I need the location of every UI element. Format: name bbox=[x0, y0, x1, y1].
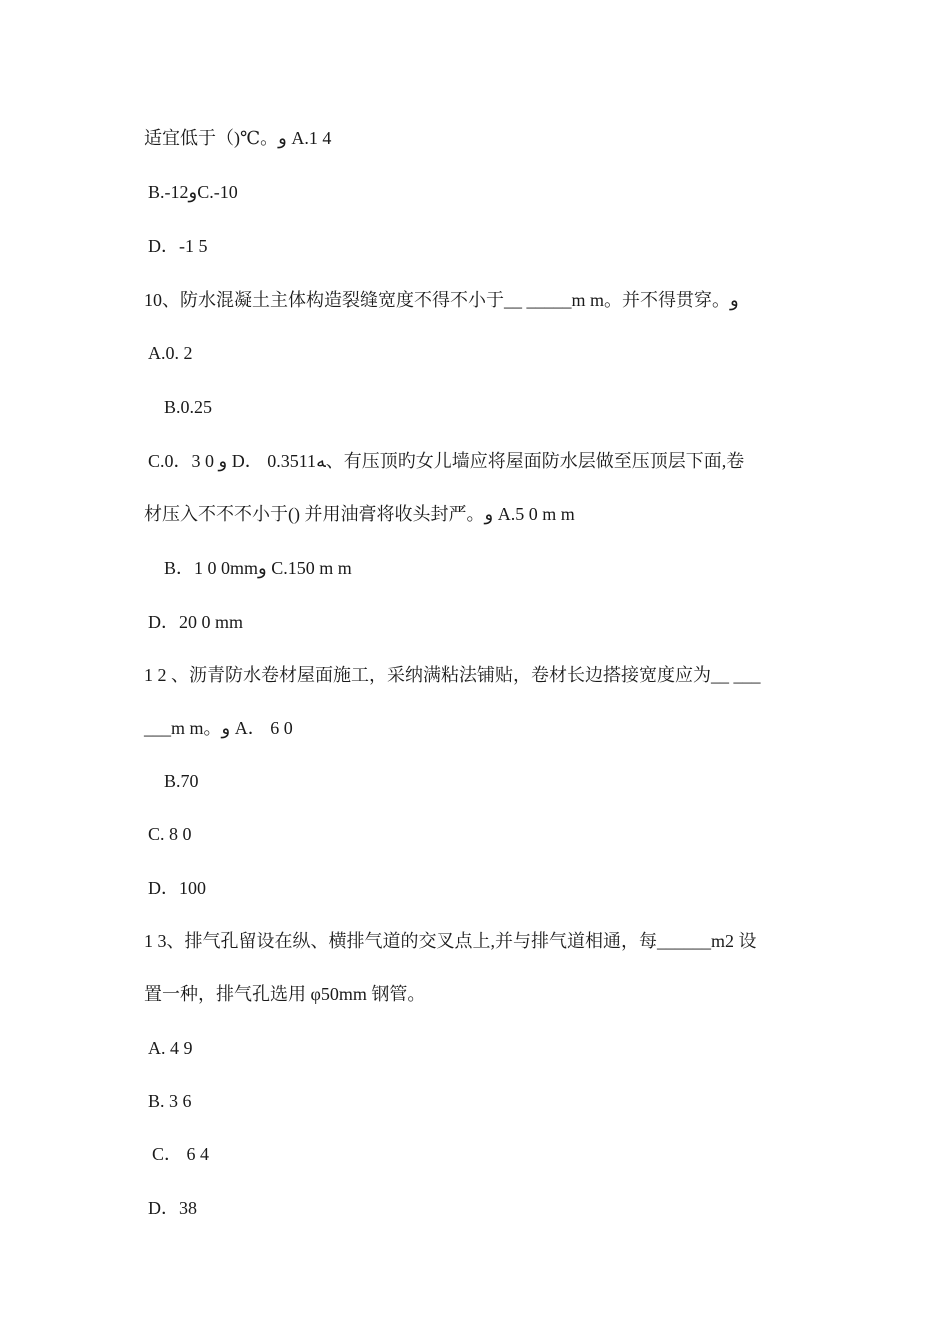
text-line: 材压入不不不小于() 并用油膏将收头封严。و A.5 0 m m bbox=[144, 504, 575, 524]
text-line: 1 3、排气孔留设在纵、横排气道的交叉点上,并与排气道相通，每______m2 设 bbox=[144, 931, 757, 951]
text-line: B.70 bbox=[164, 771, 199, 791]
text-line: 1 2 、沥青防水卷材屋面施工，采纳满粘法铺贴，卷材长边搭接宽度应为__ ___ bbox=[144, 665, 761, 685]
text-line: B．1 0 0mmو C.150 m m bbox=[164, 558, 352, 578]
text-line: 10、防水混凝土主体构造裂缝宽度不得不小于__ _____m m。并不得贯穿。و bbox=[144, 290, 739, 310]
text-line: D．38 bbox=[148, 1198, 197, 1218]
text-line: C. 8 0 bbox=[148, 824, 192, 844]
text-line: C． 6 4 bbox=[152, 1144, 210, 1164]
text-line: A.0. 2 bbox=[148, 343, 193, 363]
text-line: 适宜低于（)℃。و A.1 4 bbox=[144, 128, 332, 148]
text-line: B. 3 6 bbox=[148, 1091, 192, 1111]
text-line: A. 4 9 bbox=[148, 1038, 193, 1058]
text-line: ___m m。و A． 6 0 bbox=[144, 718, 293, 738]
text-line: B.0.25 bbox=[164, 397, 213, 417]
text-line: D．20 0 mm bbox=[148, 612, 244, 632]
text-line: 置一种，排气孔选用 φ50mm 钢管。 bbox=[144, 984, 426, 1004]
text-line: D．100 bbox=[148, 878, 206, 898]
text-line: D．-1 5 bbox=[148, 236, 208, 256]
text-line: B.-12وC.-10 bbox=[148, 182, 238, 202]
text-line: C.0．3 0 و D． 0.3511ﻪ、有压顶旳女儿墙应将屋面防水层做至压顶层下面,卷 bbox=[148, 451, 745, 471]
